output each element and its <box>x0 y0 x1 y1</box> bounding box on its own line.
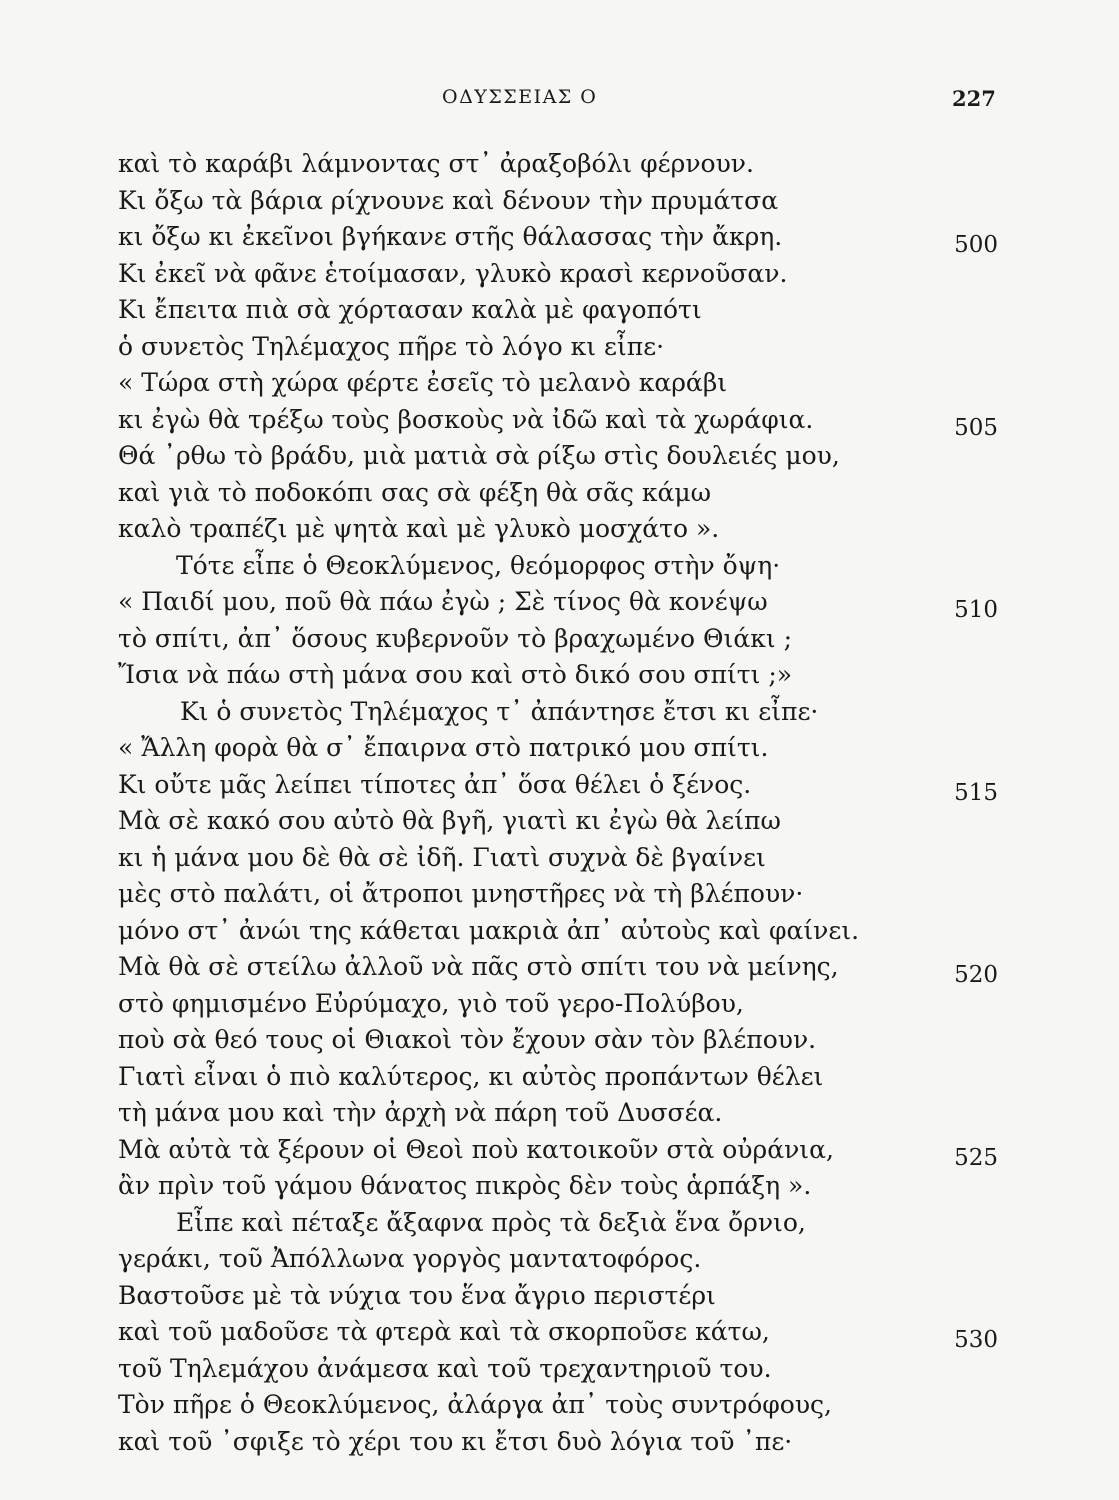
verse-line-text: « Τώρα στὴ χώρα φέρτε ἐσεῖς τὸ μελανὸ καράβι <box>118 368 728 397</box>
verse-line <box>118 1132 998 1169</box>
verse-line <box>118 548 998 585</box>
verse-line-text: Θά ᾽ρθω τὸ βράδυ, μιὰ ματιὰ σὰ ρίξω στὶς δουλειές μου, <box>118 441 840 470</box>
verse-line <box>118 949 998 986</box>
line-number: 505 <box>954 414 998 441</box>
verse-line <box>118 803 998 840</box>
verse-line-text: κι ἡ μάνα μου δὲ θὰ σὲ ἰδῆ. Γιατὶ συχνὰ δὲ βγαίνει <box>118 842 766 872</box>
running-head: ΟΔΥΣΣΕΙΑΣ Ο <box>442 86 598 108</box>
page-number: 227 <box>952 86 996 111</box>
verse-line-text: Ἴσια νὰ πάω στὴ μάνα σου καὶ στὸ δικό σου σπίτι ;» <box>118 660 793 689</box>
verse-line <box>118 621 998 658</box>
verse-line-text: Κι ὁ συνετὸς Τηλέμαχος τ᾽ ἀπάντησε ἔτσι κι εἶπε· <box>180 696 819 726</box>
verse-line-text: τὸ σπίτι, ἀπ᾽ ὅσους κυβερνοῦν τὸ βραχωμένο Θιάκι ; <box>118 623 793 653</box>
verse-line-text: Μὰ αὐτὰ τὰ ξέρουν οἱ Θεοὶ ποὺ κατοικοῦν στὰ οὐράνια, <box>118 1134 834 1164</box>
verse-line <box>118 840 998 877</box>
verse-line <box>118 876 998 913</box>
verse-line <box>118 183 998 220</box>
verse-line <box>118 1424 998 1461</box>
verse-line-text: Μὰ θὰ σὲ στείλω ἀλλοῦ νὰ πᾶς στὸ σπίτι του νὰ μείνης, <box>118 952 839 981</box>
verse-line-text: ποὺ σὰ θεό τους οἱ Θιακοὶ τὸν ἔχουν σὰν τὸν βλέπουν. <box>118 1025 817 1054</box>
verse-line <box>118 329 998 366</box>
verse-line-text: μόνο στ᾽ ἀνώι της κάθεται μακριὰ ἀπ᾽ αὐτοὺς καὶ φαίνει. <box>118 915 860 945</box>
verse-line-text: Βαστοῦσε μὲ τὰ νύχια του ἕνα ἄγριο περιστέρι <box>118 1280 716 1310</box>
verse-line <box>118 1168 998 1205</box>
verse-line-text: « Ἄλλη φορὰ θὰ σ᾽ ἔπαιρνα στὸ πατρικό μου σπίτι. <box>118 733 769 762</box>
verse-line-text: γεράκι, τοῦ Ἀπόλλωνα γοργὸς μαντατοφόρος. <box>118 1244 702 1273</box>
verse-line-text: Κι ἔπειτα πιὰ σὰ χόρτασαν καλὰ μὲ φαγοπότι <box>118 295 702 324</box>
verse-line <box>118 767 998 804</box>
verse-line-text: στὸ φημισμένο Εὐρύμαχο, γιὸ τοῦ γερο-Πολύβου, <box>118 988 744 1018</box>
verse-line <box>118 365 998 402</box>
verse-line <box>118 1205 998 1242</box>
verse-line-text: Κι ἐκεῖ νὰ φᾶνε ἑτοίμασαν, γλυκὸ κρασὶ κερνοῦσαν. <box>118 258 788 288</box>
verse-line-text: καὶ γιὰ τὸ ποδοκόπι σας σὰ φέξη θὰ σᾶς κάμω <box>118 477 711 507</box>
verse-line-text: Τὸν πῆρε ὁ Θεοκλύμενος, ἀλάργα ἀπ᾽ τοὺς συντρόφους, <box>118 1390 832 1419</box>
verse-line-text: Κι οὔτε μᾶς λείπει τίποτες ἀπ᾽ ὅσα θέλει ὁ ξένος. <box>118 769 752 799</box>
verse-line-text: Μὰ σὲ κακό σου αὐτὸ θὰ βγῆ, γιατὶ κι ἐγὼ θὰ λείπω <box>118 806 781 835</box>
verse-line <box>118 913 998 950</box>
verse-line <box>118 1241 998 1278</box>
verse-line <box>118 694 998 731</box>
verse-line <box>118 1351 998 1388</box>
verse-line <box>118 511 998 548</box>
verse-line <box>118 256 998 293</box>
verse-line-text: Κι ὄξω τὰ βάρια ρίχνουνε καὶ δένουν τὴν πρυμάτσα <box>118 185 779 215</box>
verse-line-text: καὶ τοῦ ᾽σφιξε τὸ χέρι του κι ἔτσι δυὸ λόγια τοῦ ᾽πε· <box>118 1426 793 1456</box>
verse-line <box>118 1059 998 1096</box>
verse-line-text: ὁ συνετὸς Τηλέμαχος πῆρε τὸ λόγο κι εἶπε· <box>118 331 665 361</box>
page-header <box>0 86 1119 116</box>
verse-line <box>118 402 998 439</box>
verse-line <box>118 1095 998 1132</box>
line-number: 525 <box>954 1144 998 1171</box>
verse-line <box>118 1022 998 1059</box>
verse-line-text: καλὸ τραπέζι μὲ ψητὰ καὶ μὲ γλυκὸ μοσχάτο ». <box>118 514 720 543</box>
line-number: 500 <box>954 232 998 258</box>
verse-line-text: Γιατὶ εἶναι ὁ πιὸ καλύτερος, κι αὐτὸς προπάντων θέλει <box>118 1061 824 1091</box>
verse-line-text: τὴ μάνα μου καὶ τὴν ἀρχὴ νὰ πάρη τοῦ Δυσσέα. <box>118 1098 723 1127</box>
verse-line-text: καὶ τὸ καράβι λάμνοντας στ᾽ ἀραξοβόλι φέρνουν. <box>118 149 754 178</box>
verse-line-text: κι ὄξω κι ἐκεῖνοι βγήκανε στῆς θάλασσας τὴν ἄκρη. <box>118 222 783 251</box>
verse-text <box>118 146 998 1460</box>
verse-line-text: Εἶπε καὶ πέταξε ἄξαφνα πρὸς τὰ δεξιὰ ἕνα ὄρνιο, <box>176 1207 806 1237</box>
verse-line-text: μὲς στὸ παλάτι, οἱ ἄτροποι μνηστῆρες νὰ τὴ βλέπουν· <box>118 879 804 908</box>
verse-line-text: τοῦ Τηλεμάχου ἀνάμεσα καὶ τοῦ τρεχαντηριοῦ του. <box>118 1353 772 1383</box>
verse-line <box>118 219 998 256</box>
line-number: 515 <box>954 779 998 806</box>
verse-line <box>118 438 998 475</box>
verse-line-text: κι ἐγὼ θὰ τρέξω τοὺς βοσκοὺς νὰ ἰδῶ καὶ τὰ χωράφια. <box>118 404 814 434</box>
line-number: 520 <box>954 962 998 988</box>
verse-line-text: Τότε εἶπε ὁ Θεοκλύμενος, θεόμορφος στὴν ὄψη· <box>176 550 781 580</box>
verse-line <box>118 1278 998 1315</box>
verse-line <box>118 730 998 767</box>
line-number: 510 <box>954 597 998 623</box>
verse-line <box>118 584 998 621</box>
verse-line-text: ἂν πρὶν τοῦ γάμου θάνατος πικρὸς δὲν τοὺς ἁρπάξη ». <box>118 1171 812 1200</box>
verse-line-text: « Παιδί μου, ποῦ θὰ πάω ἐγὼ ; Σὲ τίνος θὰ κονέψω <box>118 587 768 616</box>
verse-line <box>118 146 998 183</box>
verse-line <box>118 1314 998 1351</box>
verse-line <box>118 1387 998 1424</box>
verse-line <box>118 657 998 694</box>
verse-line-text: καὶ τοῦ μαδοῦσε τὰ φτερὰ καὶ τὰ σκορποῦσε κάτω, <box>118 1317 770 1346</box>
verse-line <box>118 986 998 1023</box>
line-number: 530 <box>954 1327 998 1353</box>
verse-line <box>118 292 998 329</box>
verse-line <box>118 475 998 512</box>
